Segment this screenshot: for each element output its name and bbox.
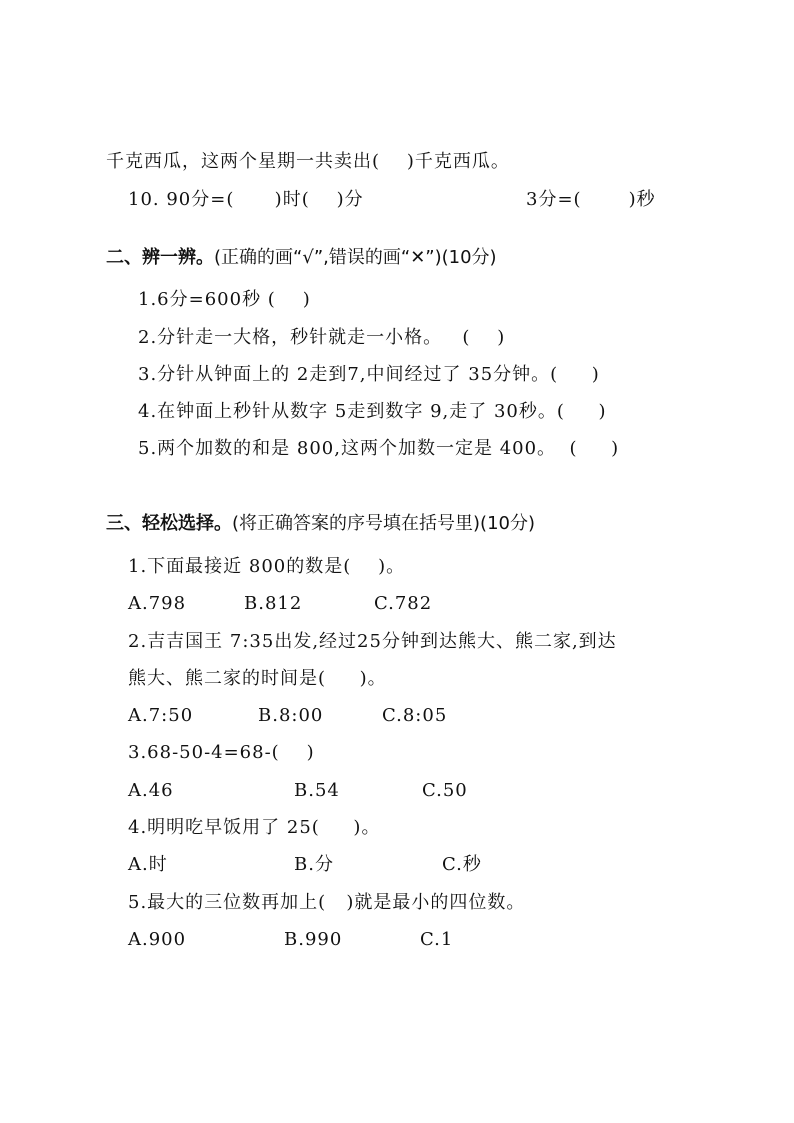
section3-q3-option-a: A.46 — [128, 780, 174, 801]
section3-q1-option-a: A.798 — [128, 593, 187, 614]
section2-item-5: 5.两个加数的和是 800,这两个加数一定是 400。 ( ) — [138, 438, 620, 459]
section3-q4-option-c: C.秒 — [442, 854, 482, 875]
section3-heading — [106, 512, 535, 536]
section3-q2-option-a: A.7:50 — [128, 705, 194, 726]
section3-q5-option-b: B.990 — [284, 929, 343, 950]
section3-instruction: (将正确答案的序号填在括号里)(10分) — [232, 513, 535, 534]
section3-q2-stem-line1: 2.吉吉国王 7:35出发,经过25分钟到达熊大、熊二家,到达 — [128, 631, 617, 652]
section3-q4-stem: 4.明明吃早饭用了 25( )。 — [128, 817, 381, 838]
section3-q1-option-b: B.812 — [244, 593, 303, 614]
section2-item-1: 1.6分=600秒 ( ) — [138, 289, 311, 310]
section3-q2-option-c: C.8:05 — [382, 705, 448, 726]
section3-q5-option-c: C.1 — [420, 929, 454, 950]
section3-q2-option-b: B.8:00 — [258, 705, 324, 726]
section3-q1-option-c: C.782 — [374, 593, 433, 614]
section3-q5-option-a: A.900 — [128, 929, 187, 950]
section2-item-4: 4.在钟面上秒针从数字 5走到数字 9,走了 30秒。( ) — [138, 401, 607, 422]
section3-q3-option-c: C.50 — [422, 780, 468, 801]
section2-title: 二、辨一辨。 — [106, 247, 214, 268]
section3-q4-option-a: A.时 — [128, 854, 168, 875]
section2-item-2: 2.分针走一大格，秒针就走一小格。 ( ) — [138, 327, 506, 348]
section3-q4-option-b: B.分 — [294, 854, 334, 875]
section2-heading — [106, 246, 497, 270]
section3-q1-stem: 1.下面最接近 800的数是( )。 — [128, 556, 406, 577]
section3-q2-stem-line2: 熊大、熊二家的时间是( )。 — [128, 668, 387, 689]
q9-continuation-text: 千克西瓜，这两个星期一共卖出( )千克西瓜。 — [106, 151, 510, 172]
section2-item-3: 3.分针从钟面上的 2走到7,中间经过了 35分钟。( ) — [138, 364, 600, 385]
section3-title: 三、轻松选择。 — [106, 513, 232, 534]
section3-q3-option-b: B.54 — [294, 780, 340, 801]
q10-right-text: 3分=( )秒 — [526, 189, 656, 210]
section3-q3-stem: 3.68-50-4=68-( ) — [128, 742, 315, 763]
section2-instruction: (正确的画“√”,错误的画“✕”)(10分) — [214, 247, 497, 268]
section3-q5-stem: 5.最大的三位数再加上( )就是最小的四位数。 — [128, 892, 526, 913]
q10-left-text: 10. 90分=( )时( )分 — [128, 189, 364, 210]
